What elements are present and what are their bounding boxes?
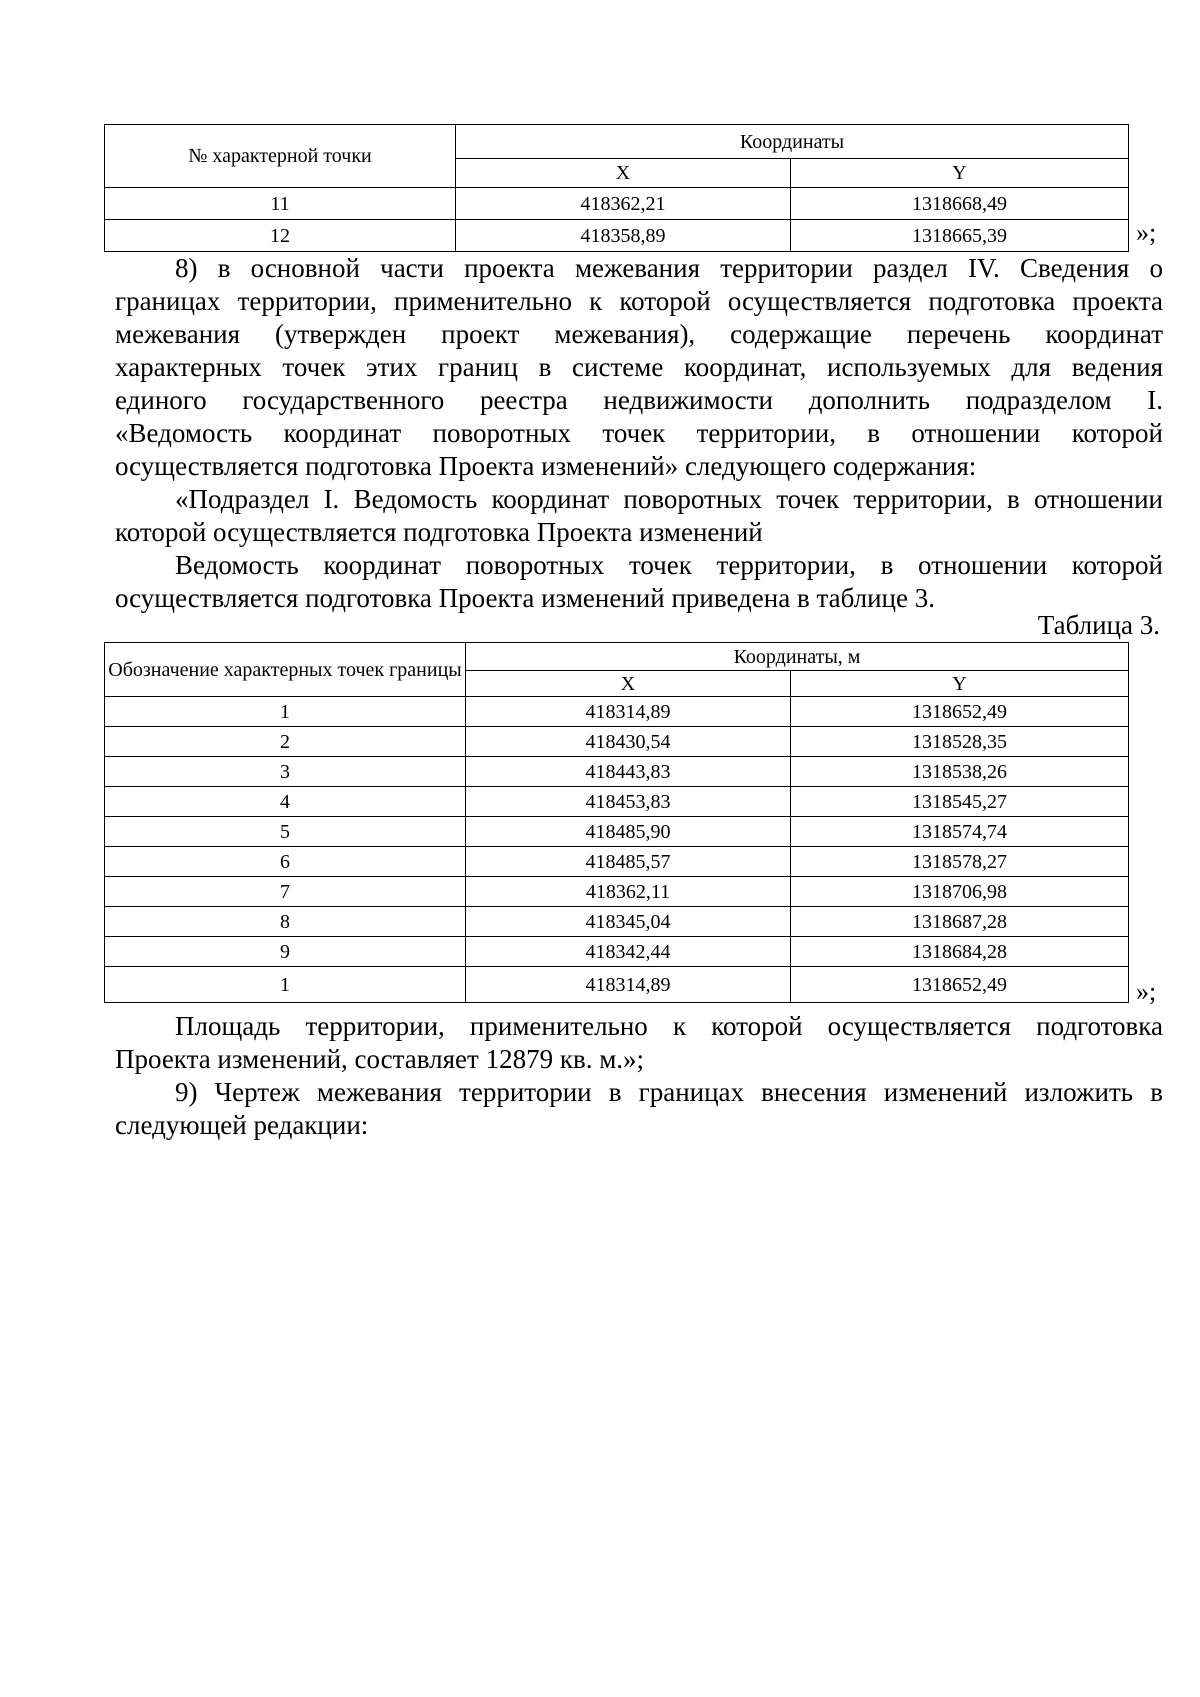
header-coordinates: Координаты, м (466, 643, 1129, 671)
cell-y: 1318545,27 (791, 787, 1129, 817)
text-line: Ведомость координат поворотных точек территории, в отношении которой (175, 550, 1163, 580)
table-row (105, 817, 1129, 847)
header-x: X (466, 671, 791, 697)
text-line: границах территории, применительно к которой осуществляется подготовка проекта (115, 286, 1163, 316)
text-line: которой осуществляется подготовка Проекта изменений (115, 517, 763, 547)
cell-y: 1318668,49 (791, 188, 1129, 220)
cell-point: 8 (105, 907, 466, 937)
text-line: единого государственного реестра недвижимости дополнить подразделом I. (115, 385, 1163, 415)
header-coordinates: Координаты (456, 125, 1129, 159)
text-line: Проекта изменений, составляет 12879 кв. м.»; (115, 1044, 645, 1074)
text-line: следующей редакции: (115, 1110, 369, 1140)
paragraph-9 (115, 1076, 1163, 1142)
table-row (105, 787, 1129, 817)
header-y: Y (791, 671, 1129, 697)
cell-point: 9 (105, 937, 466, 967)
text-line: «Подраздел I. Ведомость координат поворотных точек территории, в отношении (175, 484, 1163, 514)
header-point-number: № характерной точки (105, 125, 456, 188)
cell-y: 1318687,28 (791, 907, 1129, 937)
cell-point: 2 (105, 727, 466, 757)
cell-point: 3 (105, 757, 466, 787)
cell-y: 1318578,27 (791, 847, 1129, 877)
table-row (105, 907, 1129, 937)
cell-x: 418453,83 (466, 787, 791, 817)
cell-x: 418485,90 (466, 817, 791, 847)
cell-y: 1318538,26 (791, 757, 1129, 787)
table-row (105, 220, 1129, 252)
text-line: 9) Чертеж межевания территории в границах внесения изменений изложить в (175, 1077, 1163, 1107)
cell-x: 418362,11 (466, 877, 791, 907)
text-line: 8) в основной части проекта межевания территории раздел IV. Сведения о (175, 253, 1163, 283)
cell-x: 418314,89 (466, 967, 791, 1003)
table-row (105, 727, 1129, 757)
cell-x: 418443,83 (466, 757, 791, 787)
cell-x: 418485,57 (466, 847, 791, 877)
cell-x: 418362,21 (456, 188, 791, 220)
cell-y: 1318665,39 (791, 220, 1129, 252)
table-row (105, 847, 1129, 877)
cell-point: 4 (105, 787, 466, 817)
text-line: межевания (утвержден проект межевания), содержащие перечень координат (115, 319, 1163, 349)
text-line: характерных точек этих границ в системе координат, используемых для ведения (115, 352, 1163, 382)
cell-point: 1 (105, 697, 466, 727)
cell-point: 12 (105, 220, 456, 252)
table-row (105, 757, 1129, 787)
header-point-designation: Обозначение характерных точек границы (105, 643, 466, 697)
cell-point: 1 (105, 967, 466, 1003)
cell-x: 418314,89 (466, 697, 791, 727)
table-row (105, 967, 1129, 1003)
table-caption: Таблица 3. (1037, 610, 1160, 640)
header-x: X (456, 159, 791, 188)
paragraph-8 (115, 252, 1163, 483)
table3-closing-quote: »; (1136, 977, 1157, 1006)
cell-y: 1318574,74 (791, 817, 1129, 847)
table-row (105, 877, 1129, 907)
cell-x: 418358,89 (456, 220, 791, 252)
table-row (105, 188, 1129, 220)
cell-x: 418345,04 (466, 907, 791, 937)
coordinates-table-continuation (104, 124, 1129, 252)
cell-point: 6 (105, 847, 466, 877)
cell-y: 1318684,28 (791, 937, 1129, 967)
cell-point: 7 (105, 877, 466, 907)
text-line: осуществляется подготовка Проекта изменений» следующего содержания: (115, 451, 977, 481)
coordinates-table-3 (104, 642, 1129, 1003)
statement-paragraph (115, 549, 1163, 615)
cell-x: 418430,54 (466, 727, 791, 757)
table-row (105, 937, 1129, 967)
cell-point: 11 (105, 188, 456, 220)
cell-y: 1318528,35 (791, 727, 1129, 757)
header-y: Y (791, 159, 1129, 188)
text-line: осуществляется подготовка Проекта изменений приведена в таблице 3. (115, 583, 935, 613)
subsection-heading (115, 483, 1163, 549)
cell-x: 418342,44 (466, 937, 791, 967)
cell-point: 5 (105, 817, 466, 847)
text-line: Площадь территории, применительно к которой осуществляется подготовка (175, 1011, 1163, 1041)
table1-closing-quote: »; (1136, 218, 1157, 247)
table-row (105, 697, 1129, 727)
cell-y: 1318706,98 (791, 877, 1129, 907)
text-line: «Ведомость координат поворотных точек территории, в отношении которой (115, 418, 1163, 448)
area-paragraph (115, 1010, 1163, 1076)
cell-y: 1318652,49 (791, 967, 1129, 1003)
cell-y: 1318652,49 (791, 697, 1129, 727)
